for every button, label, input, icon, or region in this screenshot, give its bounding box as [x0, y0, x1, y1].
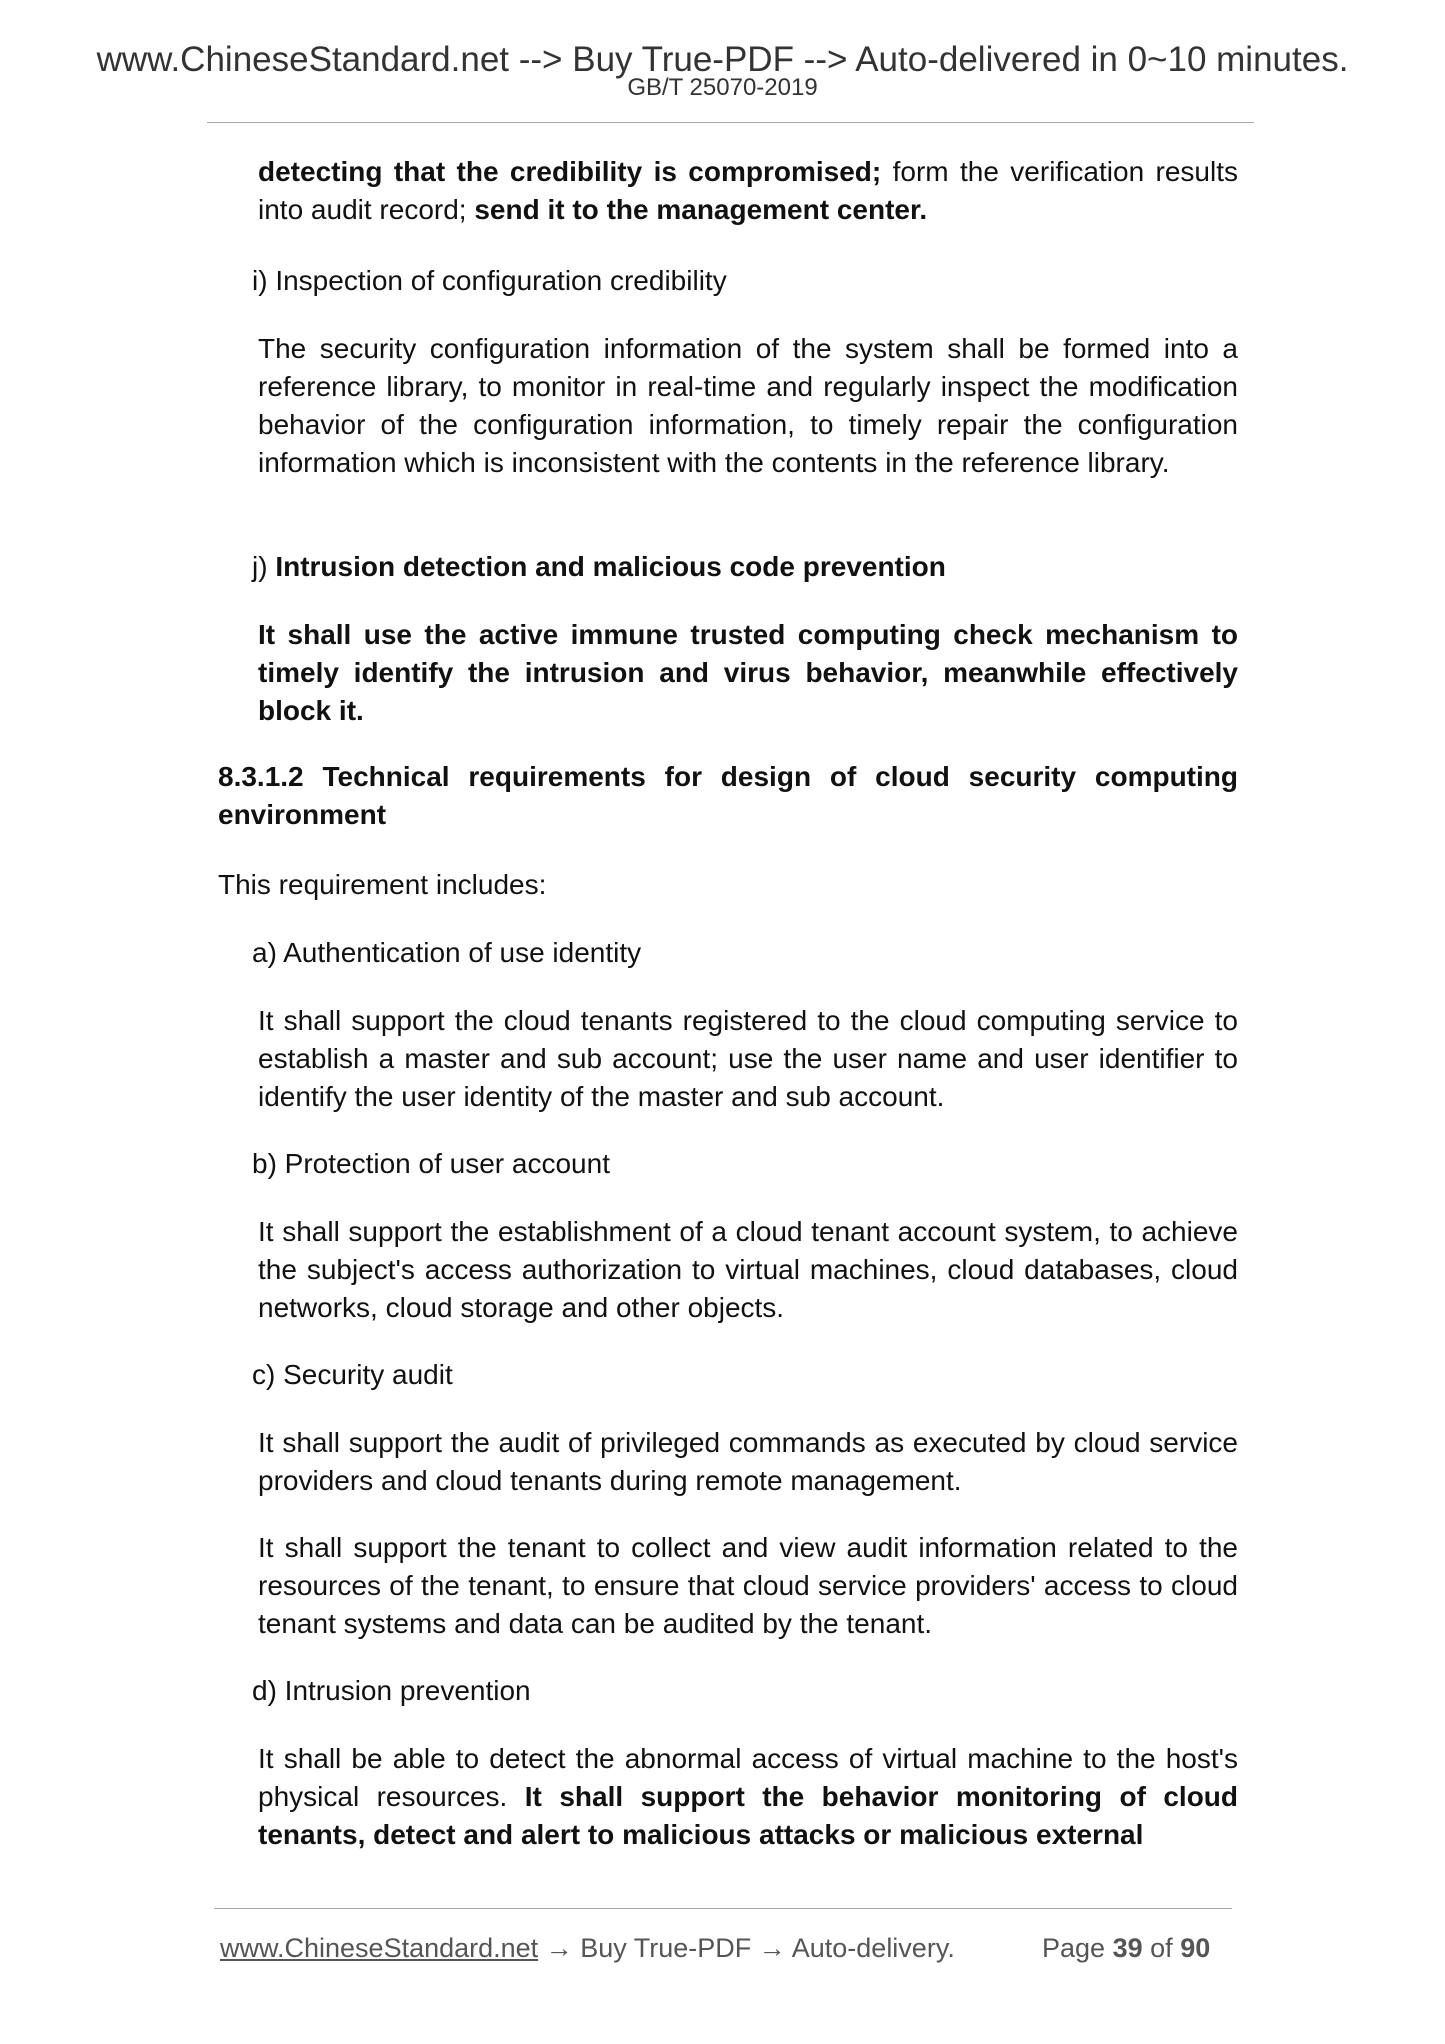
paragraph-user-account: It shall support the establishment of a cloud tenant account system, to achieve the subject's access authorization to virtual machines, cloud databases, cloud networks, cloud storage and other objects.	[258, 1216, 1238, 1323]
paragraph-tenant-audit: It shall support the tenant to collect and view audit information related to the resources of the tenant, to ensure that cloud service providers' access to cloud tenant systems and data can be audited by the tenant.	[258, 1532, 1238, 1639]
page-indicator	[1042, 1932, 1210, 1964]
site-banner: www.ChineseStandard.net --> Buy True-PDF --> Auto-delivered in 0~10 minutes.	[96, 40, 1349, 79]
bold-text: send it to the management center.	[474, 194, 928, 225]
list-item-title: Intrusion detection and malicious code prevention	[275, 551, 946, 582]
footer-promo	[220, 1932, 955, 1964]
list-item-d: d) Intrusion prevention	[252, 1675, 531, 1706]
standard-code: GB/T 25070-2019	[627, 74, 818, 101]
header-divider	[207, 122, 1254, 123]
section-heading-8-3-1-2: 8.3.1.2 Technical requirements for design of cloud security computing environment	[218, 761, 1238, 830]
list-item-c: c) Security audit	[252, 1359, 453, 1390]
footer-promo-text: → Buy True-PDF → Auto-delivery.	[538, 1933, 955, 1963]
paragraph-credibility-audit	[258, 153, 1238, 229]
page-label: Page	[1042, 1933, 1106, 1963]
list-marker: j)	[252, 551, 276, 582]
plain-text: It shall be able to detect the abnormal access of virtual machine to the host's physical resources.	[258, 1743, 1238, 1812]
paragraph-privileged-audit: It shall support the audit of privileged commands as executed by cloud service providers and cloud tenants during remote management.	[258, 1427, 1238, 1496]
paragraph-intrusion-prevention	[258, 1740, 1238, 1854]
section-intro: This requirement includes:	[218, 869, 547, 900]
paragraph-intrusion-detection: It shall use the active immune trusted computing check mechanism to timely identify the intrusion and virus behavior, meanwhile effectively block it.	[258, 619, 1238, 726]
paragraph-user-identity: It shall support the cloud tenants registered to the cloud computing service to establish a master and sub account; use the user name and user identifier to identify the user identity of the master and sub account.	[258, 1005, 1238, 1112]
total-pages: 90	[1180, 1933, 1211, 1963]
paragraph-configuration-credibility: The security configuration information of the system shall be formed into a reference library, to monitor in real-time and regularly inspect the modification behavior of the configuration information, to timely repair the configuration information which is inconsistent with the contents in the reference library.	[258, 333, 1238, 478]
page-number: 39	[1112, 1933, 1143, 1963]
bold-text: It shall support the behavior monitoring of cloud tenants, detect and alert to malicious attacks or malicious external	[258, 1781, 1239, 1850]
footer-site-link[interactable]: www.ChineseStandard.net	[220, 1933, 539, 1963]
plain-text: form the verification results into audit record;	[258, 156, 1238, 225]
bold-text: detecting that the credibility is compromised;	[258, 156, 882, 187]
of-label: of	[1150, 1933, 1173, 1963]
list-item-i: i) Inspection of configuration credibility	[252, 265, 727, 296]
list-item-a: a) Authentication of use identity	[252, 937, 642, 968]
footer-divider	[214, 1908, 1232, 1909]
list-item-b: b) Protection of user account	[252, 1148, 610, 1179]
list-item-j	[252, 548, 1238, 586]
